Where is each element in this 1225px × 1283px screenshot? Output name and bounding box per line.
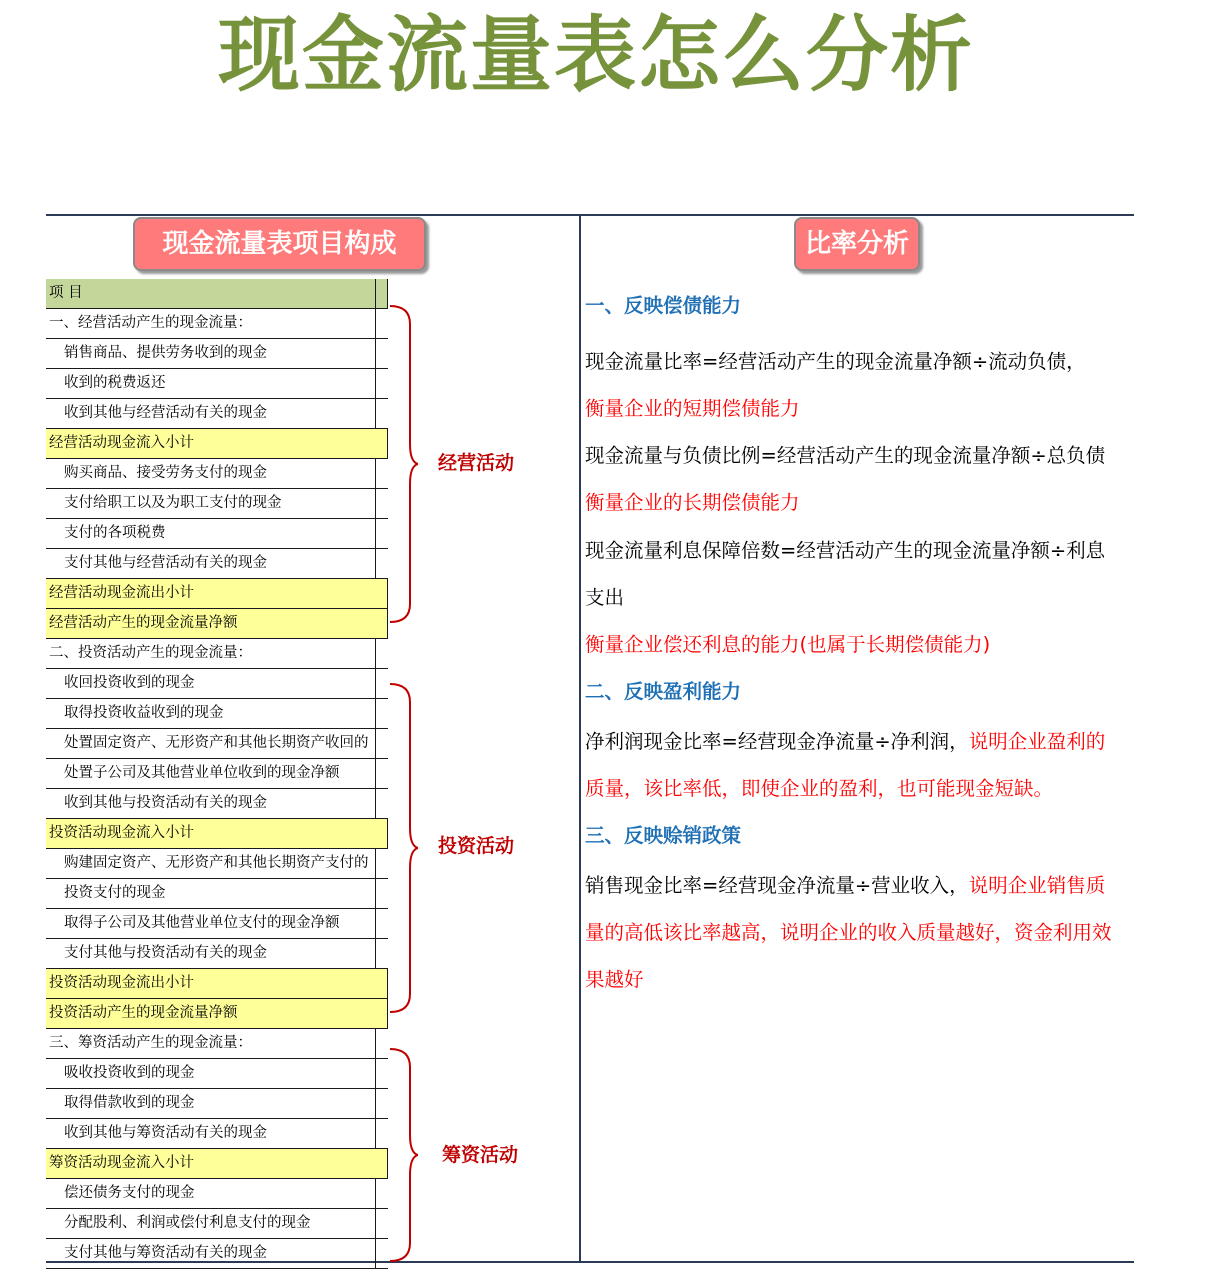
column-rule bbox=[375, 729, 376, 759]
subtotal-row bbox=[46, 579, 388, 609]
credit-policy-heading: 三、反映赊销政策 bbox=[585, 824, 742, 847]
column-rule bbox=[375, 639, 376, 669]
ratio-badge: 比率分析 bbox=[794, 217, 920, 271]
sales-cash-note-cont: 量的高低该比率越高，说明企业的收入质量越好，资金利用效 bbox=[585, 921, 1112, 944]
subtotal-row bbox=[46, 819, 388, 849]
row-label: 吸收投资收到的现金 bbox=[64, 1065, 195, 1081]
column-rule bbox=[375, 1089, 376, 1119]
sales-cash-note-end: 果越好 bbox=[585, 968, 644, 991]
table-row bbox=[46, 1119, 388, 1149]
interest-coverage-note: 衡量企业偿还利息的能力(也属于长期偿债能力) bbox=[585, 633, 991, 656]
table-body bbox=[46, 309, 388, 1269]
column-rule bbox=[375, 1029, 376, 1059]
table-row bbox=[46, 519, 388, 549]
brace-icon bbox=[388, 304, 418, 624]
row-label: 偿还债务支付的现金 bbox=[64, 1185, 195, 1201]
row-label: 支付给职工以及为职工支付的现金 bbox=[64, 495, 282, 511]
column-rule bbox=[375, 279, 376, 309]
row-label: 购建固定资产、无形资产和其他长期资产支付的 bbox=[64, 855, 369, 871]
top-divider bbox=[46, 214, 1134, 216]
profitability-heading: 二、反映盈利能力 bbox=[585, 680, 742, 703]
column-rule bbox=[375, 759, 376, 789]
row-label: 处置固定资产、无形资产和其他长期资产收回的 bbox=[64, 735, 369, 751]
column-rule bbox=[375, 1239, 376, 1269]
table-row bbox=[46, 369, 388, 399]
operating-group-label: 经营活动 bbox=[438, 452, 515, 474]
column-rule bbox=[375, 669, 376, 699]
table-row bbox=[46, 1239, 388, 1269]
interest-coverage-formula-cont: 支出 bbox=[585, 586, 625, 609]
row-label: 投资活动产生的现金流量净额 bbox=[49, 1005, 238, 1021]
sales-cash-formula: 销售现金比率=经营现金净流量÷营业收入， bbox=[585, 874, 969, 897]
column-rule bbox=[375, 849, 376, 879]
column-rule bbox=[375, 1119, 376, 1149]
row-label: 一、经营活动产生的现金流量： bbox=[49, 315, 252, 331]
column-rule bbox=[375, 369, 376, 399]
section-row bbox=[46, 639, 388, 669]
sales-cash-ratio bbox=[585, 870, 1105, 898]
row-label: 支付的各项税费 bbox=[64, 525, 166, 541]
subtotal-row bbox=[46, 999, 388, 1029]
row-label: 销售商品、提供劳务收到的现金 bbox=[64, 345, 267, 361]
table-row bbox=[46, 1179, 388, 1209]
row-label: 支付其他与筹资活动有关的现金 bbox=[64, 1245, 267, 1261]
row-label: 支付其他与经营活动有关的现金 bbox=[64, 555, 267, 571]
sales-cash-note: 说明企业销售质 bbox=[968, 874, 1106, 897]
column-rule bbox=[375, 489, 376, 519]
column-rule bbox=[375, 309, 376, 339]
row-label: 筹资活动现金流入小计 bbox=[49, 1155, 194, 1171]
column-rule bbox=[375, 1179, 376, 1209]
row-label: 取得借款收到的现金 bbox=[64, 1095, 195, 1111]
row-label: 支付其他与投资活动有关的现金 bbox=[64, 945, 267, 961]
cash-flow-ratio-formula: 现金流量比率=经营活动产生的现金流量净额÷流动负债， bbox=[585, 350, 1086, 373]
table-row bbox=[46, 879, 388, 909]
row-label: 投资活动现金流入小计 bbox=[49, 825, 194, 841]
net-profit-cash-ratio bbox=[585, 726, 1105, 754]
financing-brace bbox=[388, 1047, 418, 1263]
net-profit-cash-note-cont: 质量，该比率低，即使企业的盈利，也可能现金短缺。 bbox=[585, 777, 1054, 800]
investing-brace bbox=[388, 682, 418, 1014]
structure-badge: 现金流量表项目构成 bbox=[133, 217, 426, 271]
row-label: 经营活动现金流入小计 bbox=[49, 435, 194, 451]
column-rule bbox=[375, 459, 376, 489]
table-row bbox=[46, 699, 388, 729]
table-row bbox=[46, 909, 388, 939]
row-label: 收到的税费返还 bbox=[64, 375, 166, 391]
table-row bbox=[46, 1059, 388, 1089]
subtotal-row bbox=[46, 429, 388, 459]
table-row bbox=[46, 549, 388, 579]
table-row bbox=[46, 399, 388, 429]
operating-brace bbox=[388, 304, 418, 624]
row-label: 投资支付的现金 bbox=[64, 885, 166, 901]
row-label: 购买商品、接受劳务支付的现金 bbox=[64, 465, 267, 481]
row-label: 处置子公司及其他营业单位收到的现金净额 bbox=[64, 765, 340, 781]
row-label: 经营活动现金流出小计 bbox=[49, 585, 194, 601]
column-rule bbox=[375, 519, 376, 549]
row-label: 投资活动现金流出小计 bbox=[49, 975, 194, 991]
column-rule bbox=[375, 789, 376, 819]
column-rule bbox=[375, 1209, 376, 1239]
table-row bbox=[46, 729, 388, 759]
brace-icon bbox=[388, 682, 418, 1014]
column-rule bbox=[375, 399, 376, 429]
table-row bbox=[46, 849, 388, 879]
interest-coverage-formula: 现金流量利息保障倍数=经营活动产生的现金流量净额÷利息 bbox=[585, 539, 1106, 562]
section-row bbox=[46, 1029, 388, 1059]
column-rule bbox=[375, 909, 376, 939]
column-rule bbox=[375, 879, 376, 909]
short-term-solvency-note: 衡量企业的短期偿债能力 bbox=[585, 397, 800, 420]
row-label: 收到其他与经营活动有关的现金 bbox=[64, 405, 267, 421]
page-title: 现金流量表怎么分析 bbox=[217, 8, 974, 103]
table-row bbox=[46, 1209, 388, 1239]
column-divider bbox=[579, 215, 581, 1262]
table-header-row bbox=[46, 279, 388, 309]
subtotal-row bbox=[46, 969, 388, 999]
table-row bbox=[46, 669, 388, 699]
cash-flow-items-table bbox=[46, 279, 388, 1269]
financing-group-label: 筹资活动 bbox=[442, 1144, 519, 1166]
subtotal-row bbox=[46, 1149, 388, 1179]
column-rule bbox=[375, 699, 376, 729]
row-label: 取得子公司及其他营业单位支付的现金净额 bbox=[64, 915, 340, 931]
cash-debt-ratio-formula: 现金流量与负债比例=经营活动产生的现金流量净额÷总负债 bbox=[585, 444, 1106, 467]
column-rule bbox=[375, 1059, 376, 1089]
row-label: 二、投资活动产生的现金流量： bbox=[49, 645, 252, 661]
solvency-heading: 一、反映偿债能力 bbox=[585, 294, 742, 317]
table-row bbox=[46, 759, 388, 789]
row-label: 收到其他与投资活动有关的现金 bbox=[64, 795, 267, 811]
table-row bbox=[46, 459, 388, 489]
subtotal-row bbox=[46, 609, 388, 639]
table-row bbox=[46, 789, 388, 819]
table-header-label: 项 目 bbox=[49, 285, 83, 301]
column-rule bbox=[375, 939, 376, 969]
row-label: 收到其他与筹资活动有关的现金 bbox=[64, 1125, 267, 1141]
row-label: 三、筹资活动产生的现金流量： bbox=[49, 1035, 252, 1051]
column-rule bbox=[375, 549, 376, 579]
table-row bbox=[46, 1089, 388, 1119]
long-term-solvency-note: 衡量企业的长期偿债能力 bbox=[585, 491, 800, 514]
row-label: 分配股利、利润或偿付利息支付的现金 bbox=[64, 1215, 311, 1231]
net-profit-cash-formula: 净利润现金比率=经营现金净流量÷净利润， bbox=[585, 730, 969, 753]
table-row bbox=[46, 339, 388, 369]
table-row bbox=[46, 489, 388, 519]
table-row bbox=[46, 939, 388, 969]
section-row bbox=[46, 309, 388, 339]
investing-group-label: 投资活动 bbox=[438, 835, 515, 857]
net-profit-cash-note: 说明企业盈利的 bbox=[968, 730, 1106, 753]
row-label: 取得投资收益收到的现金 bbox=[64, 705, 224, 721]
column-rule bbox=[375, 339, 376, 369]
brace-icon bbox=[388, 1047, 418, 1263]
row-label: 经营活动产生的现金流量净额 bbox=[49, 615, 238, 631]
row-label: 收回投资收到的现金 bbox=[64, 675, 195, 691]
